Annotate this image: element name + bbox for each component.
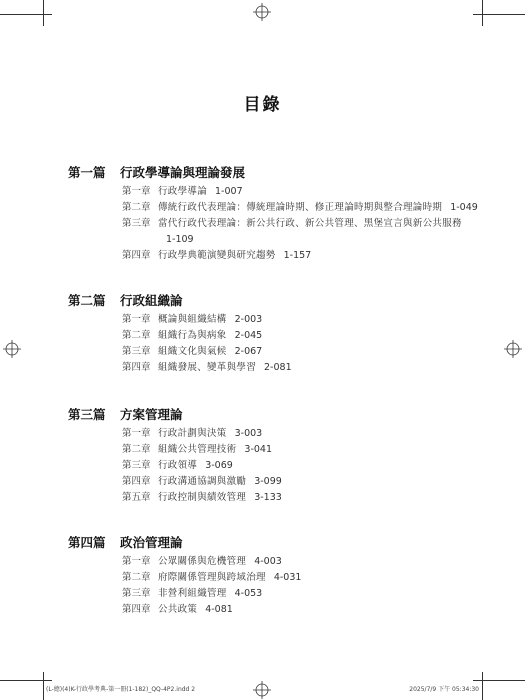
chapter-entry xyxy=(122,184,478,200)
toc-part xyxy=(68,406,448,506)
chapter-page: 2-003 xyxy=(234,314,263,325)
registration-mark-icon xyxy=(3,340,21,358)
registration-mark-icon xyxy=(253,681,271,699)
chapter-title: 行政計劃與決策 xyxy=(158,428,227,439)
toc-part xyxy=(68,292,448,376)
part-label: 第四篇 xyxy=(68,535,106,550)
chapter-label: 第三章 xyxy=(122,588,151,599)
chapter-title: 概論與組織結構 xyxy=(158,314,227,325)
registration-mark-icon xyxy=(253,3,271,21)
chapter-title: 行政溝通協調與激勵 xyxy=(158,476,247,487)
chapter-page: 3-099 xyxy=(254,476,282,487)
chapter-title: 公共政策 xyxy=(158,604,198,615)
chapter-page: 3-133 xyxy=(254,492,282,503)
crop-mark xyxy=(0,680,52,681)
chapter-entry xyxy=(122,586,478,602)
chapter-page: 4-031 xyxy=(273,572,302,583)
chapter-page: 4-081 xyxy=(205,604,233,615)
crop-mark xyxy=(43,0,44,26)
chapter-page: 2-067 xyxy=(234,346,263,357)
print-slug-timestamp: 2025/7/9 下午 05:34:30 xyxy=(409,686,479,693)
chapter-entry xyxy=(122,360,478,376)
chapter-page: 1-157 xyxy=(283,250,312,261)
chapter-entry xyxy=(122,442,478,458)
chapter-label: 第三章 xyxy=(122,346,151,357)
toc-part xyxy=(68,534,448,618)
chapter-title: 組織行為與病象 xyxy=(158,330,227,341)
chapter-label: 第二章 xyxy=(122,572,151,583)
chapter-entry xyxy=(122,216,478,248)
crop-mark xyxy=(482,672,483,700)
part-title: 行政組織論 xyxy=(120,293,183,308)
chapter-entry xyxy=(122,554,478,570)
print-slug-file: (L-總)(4)K-行政學考典-第一冊(1-182)_QQ-4P2.indd 2 xyxy=(46,686,196,693)
chapter-title: 傳統行政代表理論：傳統理論時期、修正理論時期與整合理論時期 xyxy=(158,202,443,213)
chapter-label: 第三章 xyxy=(122,218,151,229)
chapter-title: 當代行政代表理論：新公共行政、新公共管理、黑堡宣言與新公共服務 xyxy=(158,218,462,229)
chapter-page: 1-049 xyxy=(450,202,478,213)
chapter-list xyxy=(122,554,448,618)
part-title: 行政學導論與理論發展 xyxy=(120,165,246,180)
chapter-label: 第一章 xyxy=(122,186,151,197)
chapter-page: 4-053 xyxy=(234,588,263,599)
chapter-title: 行政控制與績效管理 xyxy=(158,492,247,503)
chapter-title: 非營利組織管理 xyxy=(158,588,227,599)
part-label: 第三篇 xyxy=(68,407,106,422)
chapter-entry xyxy=(122,490,478,506)
chapter-page: 1-109 xyxy=(166,234,194,245)
chapter-list xyxy=(122,184,478,264)
chapter-entry xyxy=(122,474,478,490)
chapter-title: 行政學導論 xyxy=(158,186,208,197)
chapter-title: 公眾關係與危機管理 xyxy=(158,556,247,567)
chapter-title: 組織文化與氣候 xyxy=(158,346,227,357)
chapter-entry xyxy=(122,200,478,216)
chapter-page: 2-045 xyxy=(234,330,263,341)
chapter-entry xyxy=(122,570,478,586)
chapter-label: 第二章 xyxy=(122,444,151,455)
part-title: 政治管理論 xyxy=(120,535,183,550)
chapter-label: 第一章 xyxy=(122,556,151,567)
chapter-label: 第三章 xyxy=(122,460,151,471)
chapter-title: 組織公共管理技術 xyxy=(158,444,237,455)
chapter-entry xyxy=(122,312,478,328)
registration-mark-icon xyxy=(504,340,522,358)
page-title: 目錄 xyxy=(243,95,282,115)
crop-mark xyxy=(43,672,44,700)
part-label: 第二篇 xyxy=(68,293,106,308)
part-title: 方案管理論 xyxy=(120,407,183,422)
chapter-list xyxy=(122,312,448,376)
chapter-title: 行政領導 xyxy=(158,460,198,471)
chapter-page: 1-007 xyxy=(215,186,243,197)
chapter-page: 2-081 xyxy=(264,362,292,373)
chapter-entry xyxy=(122,328,478,344)
chapter-entry xyxy=(122,602,478,618)
chapter-label: 第四章 xyxy=(122,604,151,615)
crop-mark xyxy=(473,680,525,681)
part-heading xyxy=(68,292,448,310)
part-label: 第一篇 xyxy=(68,165,106,180)
chapter-label: 第四章 xyxy=(122,250,151,261)
crop-mark xyxy=(473,14,525,15)
chapter-title: 組織發展、變革與學習 xyxy=(158,362,257,373)
table-of-contents xyxy=(68,164,478,630)
chapter-entry xyxy=(122,344,478,360)
chapter-list xyxy=(122,426,448,506)
chapter-title: 行政學典範演變與研究趨勢 xyxy=(158,250,276,261)
part-heading xyxy=(68,406,448,424)
chapter-page: 3-041 xyxy=(244,444,273,455)
chapter-entry xyxy=(122,458,478,474)
chapter-label: 第四章 xyxy=(122,362,151,373)
chapter-page: 3-069 xyxy=(205,460,233,471)
chapter-page: 4-003 xyxy=(254,556,282,567)
part-heading xyxy=(68,164,448,182)
toc-part xyxy=(68,164,478,264)
chapter-entry xyxy=(122,248,478,264)
chapter-label: 第二章 xyxy=(122,330,151,341)
crop-mark xyxy=(482,0,483,26)
part-heading xyxy=(68,534,448,552)
chapter-title: 府際關係管理與跨域治理 xyxy=(158,572,266,583)
chapter-page: 3-003 xyxy=(234,428,263,439)
chapter-label: 第一章 xyxy=(122,314,151,325)
chapter-label: 第二章 xyxy=(122,202,151,213)
chapter-label: 第一章 xyxy=(122,428,151,439)
chapter-label: 第五章 xyxy=(122,492,151,503)
chapter-label: 第四章 xyxy=(122,476,151,487)
crop-mark xyxy=(0,14,52,15)
chapter-entry xyxy=(122,426,478,442)
